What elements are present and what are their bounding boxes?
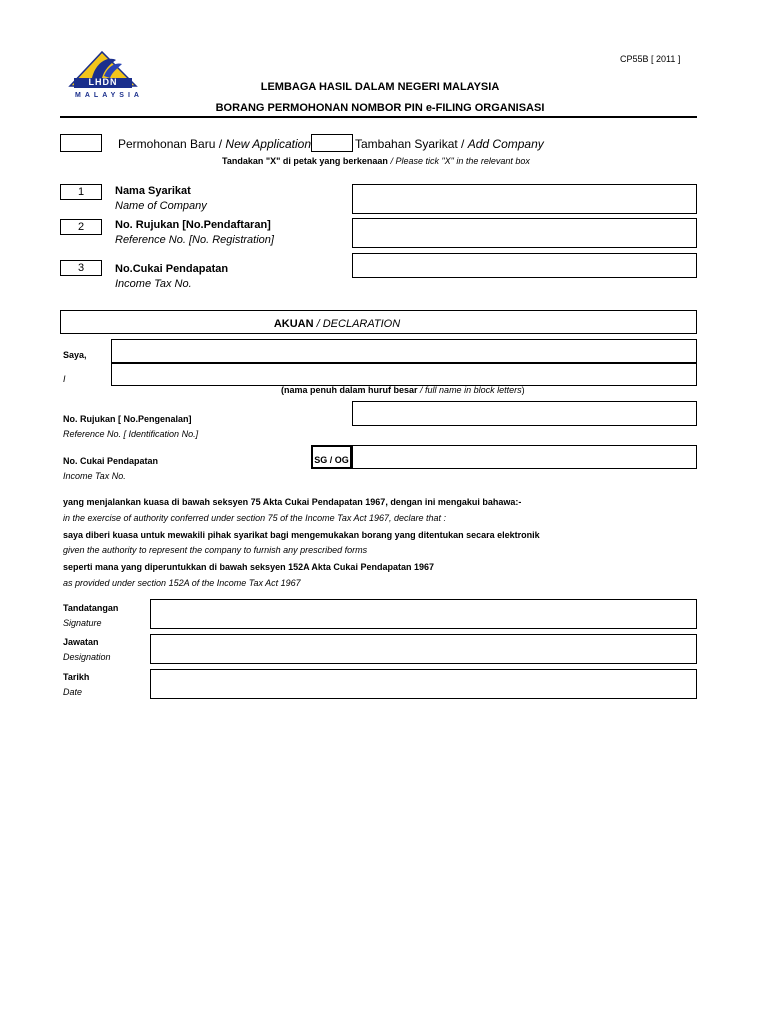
i-label: I	[63, 374, 66, 384]
field-number-3: 3	[60, 260, 102, 276]
signature-input[interactable]	[150, 599, 697, 629]
saya-label: Saya,	[63, 350, 87, 360]
add-company-checkbox[interactable]	[311, 134, 353, 152]
fullname-input-line1[interactable]	[111, 339, 697, 363]
add-company-label: Tambahan Syarikat / Add Company	[355, 137, 544, 151]
field-number-1: 1	[60, 184, 102, 200]
id-ref-input[interactable]	[352, 401, 697, 426]
form-title: BORANG PERMOHONAN NOMBOR PIN e-FILING ORGANISASI	[215, 102, 545, 114]
company-name-label: Nama Syarikat Name of Company	[115, 185, 207, 212]
declaration-title: AKUAN / DECLARATION	[273, 318, 401, 330]
designation-label: Jawatan Designation	[63, 637, 111, 662]
statement-3-ms: seperti mana yang diperuntukkan di bawah seksyen 152A Akta Cukai Pendapatan 1967	[63, 562, 434, 572]
statement-2-ms: saya diberi kuasa untuk mewakili pihak syarikat bagi mengemukakan borang yang ditentukan secara elektronik	[63, 530, 540, 540]
fullname-hint: (nama penuh dalam huruf besar / full name in block letters)	[281, 385, 525, 395]
tick-instruction: Tandakan "X" di petak yang berkenaan / Please tick "X" in the relevant box	[222, 156, 530, 166]
header-divider	[60, 116, 697, 118]
field-number-2: 2	[60, 219, 102, 235]
company-tax-no-label: No.Cukai Pendapatan Income Tax No.	[115, 263, 229, 290]
new-application-checkbox[interactable]	[60, 134, 102, 152]
statement-1-ms: yang menjalankan kuasa di bawah seksyen 75 Akta Cukai Pendapatan 1967, dengan ini mengakui bahawa:-	[63, 497, 522, 507]
statement-2-en: given the authority to represent the company to furnish any prescribed forms	[63, 545, 368, 555]
sg-og-prefix-box: SG / OG	[311, 445, 352, 469]
agency-title: LEMBAGA HASIL DALAM NEGERI MALAYSIA	[260, 81, 500, 93]
personal-tax-label: No. Cukai Pendapatan Income Tax No.	[63, 456, 159, 481]
statement-1-en: in the exercise of authority conferred under section 75 of the Income Tax Act 1967, declare that :	[63, 513, 447, 523]
signature-label: Tandatangan Signature	[63, 603, 119, 628]
fullname-input-line2[interactable]	[111, 363, 697, 386]
registration-no-input[interactable]	[352, 218, 697, 248]
form-code: CP55B [ 2011 ]	[620, 54, 681, 64]
logo-text: LHDN	[88, 77, 118, 87]
date-label: Tarikh Date	[63, 672, 90, 697]
company-name-input[interactable]	[352, 184, 697, 214]
registration-no-label: No. Rujukan [No.Pendaftaran] Reference No. [No. Registration]	[115, 219, 274, 246]
date-input[interactable]	[150, 669, 697, 699]
statement-3-en: as provided under section 152A of the Income Tax Act 1967	[63, 578, 301, 588]
logo-subtext: MALAYSIA	[75, 92, 143, 99]
id-ref-label: No. Rujukan [ No.Pengenalan] Reference No. [ Identification No.]	[63, 414, 199, 439]
designation-input[interactable]	[150, 634, 697, 664]
new-application-label: Permohonan Baru / New Application	[118, 137, 312, 151]
company-tax-no-input[interactable]	[352, 253, 697, 278]
lhdn-logo	[64, 48, 154, 104]
personal-tax-input[interactable]	[352, 445, 697, 469]
